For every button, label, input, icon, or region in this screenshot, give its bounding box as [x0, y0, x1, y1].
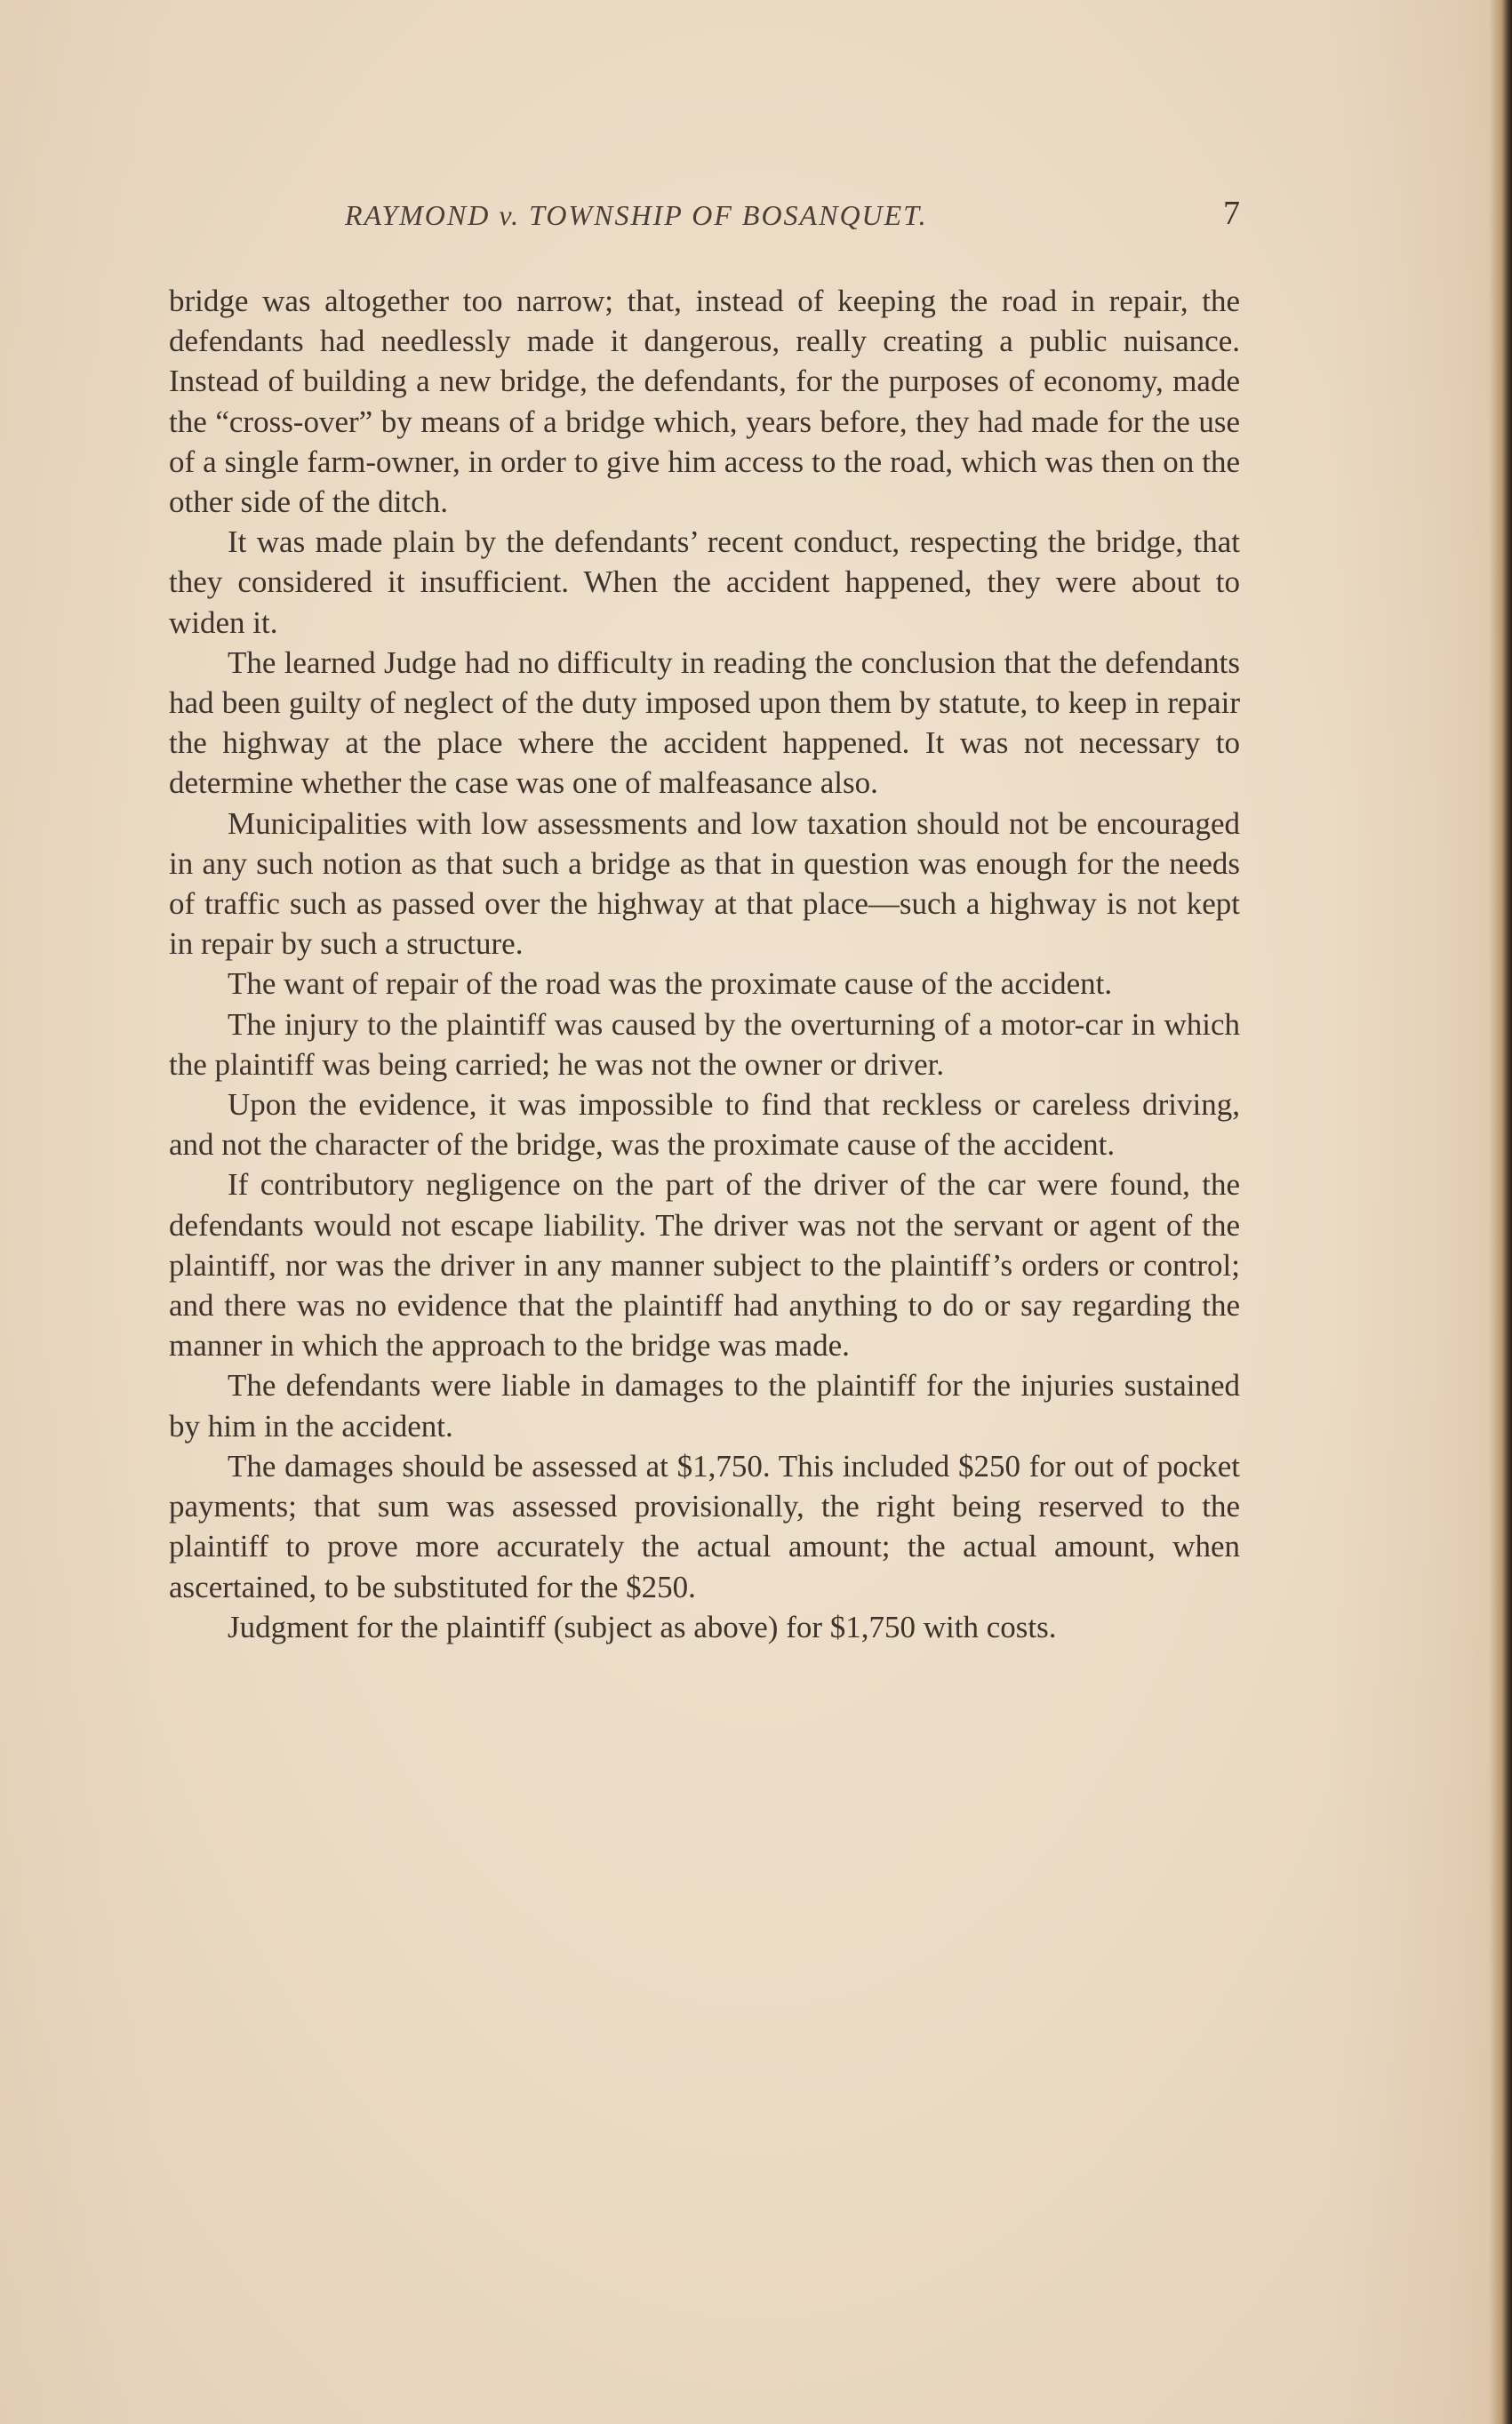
paragraph: Upon the evidence, it was impossible to find that reckless or careless driving, and not the character of the bridge, was the proximate cause of the accident.	[169, 1087, 1240, 1163]
page-header	[178, 195, 1240, 242]
running-title: RAYMOND v. TOWNSHIP OF BOSANQUET.	[345, 199, 928, 231]
paragraph: The defendants were liable in damages to the plaintiff for the injuries sustained by him in the accident.	[169, 1368, 1240, 1444]
paragraph: It was made plain by the defendants’ recent conduct, respecting the bridge, that they considered it insufficient. When the accident happened, they were about to widen it.	[169, 524, 1240, 640]
page-number: 7	[1223, 195, 1240, 232]
paragraph: The damages should be assessed at $1,750. This included $250 for out of pocket payments; that sum was assessed provisionally, the right being reserved to the plaintiff to prove more accurately the actual amount; the actual amount, when ascertained, to be substituted for the $250.	[169, 1448, 1240, 1604]
judgment-paragraph: Judgment for the plaintiff (subject as above) for $1,750 with costs.	[228, 1609, 1057, 1644]
paragraph: If contributory negligence on the part of the driver of the car were found, the defendants would not escape liability. The driver was not the servant or agent of the plaintiff, nor was the driver in any manner subject to the plaintiff’s orders or control; and there was no evidence that the plaintiff had anything to do or say regarding the manner in which the approach to the bridge was made.	[169, 1167, 1240, 1364]
paragraph-continued: bridge was altogether too narrow; that, instead of keeping the road in repair, the defendants had needlessly made it dangerous, really creating a public nuisance. Instead of building a new bridge, the defendants, for the purposes of economy, made the “cross-over” by means of a bridge which, years before, they had made for the use of a single farm-owner, in order to give him access to the road, which was then on the other side of the ditch.	[169, 284, 1240, 520]
paragraph: The learned Judge had no difficulty in reading the conclusion that the defendants had been guilty of neglect of the duty imposed upon them by statute, to keep in repair the highway at the place where the accident happened. It was not necessary to determine whether the case was one of malfeasance also.	[169, 644, 1240, 801]
paragraph: Municipalities with low assessments and low taxation should not be encouraged in any such notion as that such a bridge as that in question was enough for the needs of traffic such as passed over the highway at that place—such a highway is not kept in repair by such a structure.	[169, 805, 1240, 962]
page-edge-shadow	[1489, 0, 1512, 2424]
paragraph: The injury to the plaintiff was caused by the overturning of a motor-car in which the plaintiff was being carried; he was not the owner or driver.	[169, 1006, 1240, 1082]
body-text	[169, 281, 1240, 1647]
paragraph: The want of repair of the road was the proximate cause of the accident.	[228, 966, 1113, 1002]
